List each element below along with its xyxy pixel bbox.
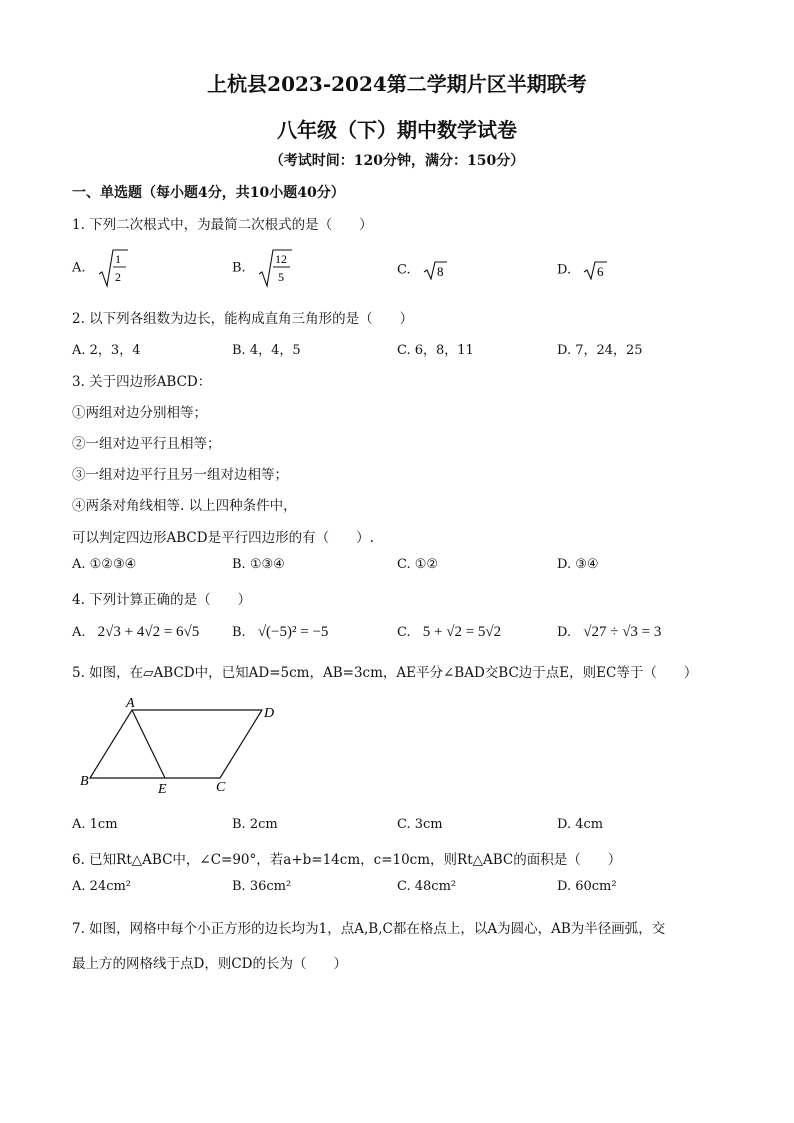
q6-option-a: A. 24cm² bbox=[72, 879, 132, 894]
q4-option-c bbox=[397, 624, 501, 641]
q1-a-den: 2 bbox=[114, 270, 121, 284]
q3-option-a: A. ①②③④ bbox=[72, 557, 137, 572]
q3-question: 可以判定四边形ABCD是平行四边形的有（ ）. bbox=[72, 530, 374, 546]
q6-stem: 6. 已知Rt△ABC中，∠C=90°，若a+b=14cm，c=10cm，则Rt△ABC的面积是（ ） bbox=[72, 852, 622, 868]
q1-a-num: 1 bbox=[114, 252, 121, 266]
q1-b-den: 5 bbox=[277, 270, 284, 284]
q1-c-label: C. bbox=[397, 262, 411, 278]
q1-c-val: 8 bbox=[436, 264, 444, 279]
q7-line2: 最上方的网格线于点D，则CD的长为（ ） bbox=[72, 956, 347, 972]
q1-stem: 1. 下列二次根式中，为最简二次根式的是（ ） bbox=[72, 217, 373, 233]
q1-b-num: 12 bbox=[274, 252, 287, 266]
q2-stem: 2. 以下列各组数为边长，能构成直角三角形的是（ ） bbox=[72, 311, 414, 327]
label-d: D bbox=[264, 706, 275, 721]
q4-d-label: D. bbox=[557, 625, 572, 640]
q5-stem: 5. 如图，在▱ABCD中，已知AD=5cm，AB=3cm，AE平分∠BAD交BC边于点E，则EC等于（ ） bbox=[72, 665, 698, 681]
section-heading: 一、单选题（每小题4分，共10小题40分） bbox=[72, 185, 345, 201]
q1-option-d bbox=[557, 260, 609, 280]
radical-sign-icon bbox=[258, 248, 292, 288]
q5-option-b: B. 2cm bbox=[232, 817, 278, 832]
label-e: E bbox=[158, 782, 167, 797]
q4-b-label: B. bbox=[232, 625, 246, 640]
q1-option-b bbox=[232, 248, 292, 288]
parallelogram-abcd bbox=[90, 710, 262, 778]
q1-option-a bbox=[72, 248, 128, 288]
q2-option-d: D. 7，24，25 bbox=[557, 343, 643, 358]
q4-option-d bbox=[557, 624, 661, 641]
radical-sign-icon bbox=[98, 248, 128, 288]
q2-option-a: A. 2，3，4 bbox=[72, 343, 141, 358]
q4-a-expr: 2√3 + 4√2 = 6√5 bbox=[97, 624, 200, 640]
exam-title-line2: 八年级（下）期中数学试卷 bbox=[277, 118, 517, 142]
q4-d-expr: √27 ÷ √3 = 3 bbox=[583, 624, 662, 640]
q1-a-radical bbox=[98, 248, 128, 288]
q3-option-b: B. ①③④ bbox=[232, 557, 285, 572]
q7-line1: 7. 如图，网格中每个小正方形的边长均为1，点A,B,C都在格点上，以A为圆心，AB为半径画弧，交 bbox=[72, 921, 666, 937]
q4-option-b bbox=[232, 624, 328, 641]
q3-option-c: C. ①② bbox=[397, 557, 439, 572]
q4-option-a bbox=[72, 624, 199, 641]
q5-option-a: A. 1cm bbox=[72, 817, 118, 832]
parallelogram-figure bbox=[72, 695, 292, 800]
q6-option-b: B. 36cm² bbox=[232, 879, 292, 894]
q1-option-c bbox=[397, 260, 449, 280]
q6-option-c: C. 48cm² bbox=[397, 879, 457, 894]
q5-option-d: D. 4cm bbox=[557, 817, 604, 832]
segment-ae bbox=[132, 710, 165, 778]
q1-b-label: B. bbox=[232, 260, 246, 276]
q2-option-c: C. 6，8，11 bbox=[397, 343, 474, 358]
q3-condition-2: ②一组对边平行且相等； bbox=[72, 436, 221, 452]
q1-a-label: A. bbox=[72, 260, 86, 276]
radical-sign-icon bbox=[423, 260, 449, 280]
q4-b-expr: √(−5)² = −5 bbox=[257, 624, 329, 640]
q3-condition-3: ③一组对边平行且另一组对边相等； bbox=[72, 467, 288, 483]
exam-title-line1: 上杭县2023-2024第二学期片区半期联考 bbox=[207, 72, 587, 96]
q4-stem: 4. 下列计算正确的是（ ） bbox=[72, 592, 252, 608]
label-c: C bbox=[216, 780, 226, 795]
q2-option-b: B. 4，4，5 bbox=[232, 343, 301, 358]
q3-condition-1: ①两组对边分别相等； bbox=[72, 405, 207, 421]
q1-d-label: D. bbox=[557, 262, 572, 278]
q3-option-d: D. ③④ bbox=[557, 557, 599, 572]
q4-c-label: C. bbox=[397, 625, 411, 640]
label-b: B bbox=[80, 774, 89, 789]
q1-d-val: 6 bbox=[597, 264, 604, 279]
q5-option-c: C. 3cm bbox=[397, 817, 443, 832]
q4-c-expr: 5 + √2 = 5√2 bbox=[422, 624, 502, 640]
q3-stem: 3. 关于四边形ABCD： bbox=[72, 374, 212, 390]
exam-info: （考试时间：120分钟，满分：150分） bbox=[269, 153, 525, 169]
q3-condition-4: ④两条对角线相等. 以上四种条件中， bbox=[72, 498, 297, 514]
q4-a-label: A. bbox=[72, 625, 86, 640]
q6-option-d: D. 60cm² bbox=[557, 879, 617, 894]
radical-sign-icon bbox=[583, 260, 609, 280]
label-a: A bbox=[126, 696, 135, 711]
q1-b-radical bbox=[258, 248, 292, 288]
